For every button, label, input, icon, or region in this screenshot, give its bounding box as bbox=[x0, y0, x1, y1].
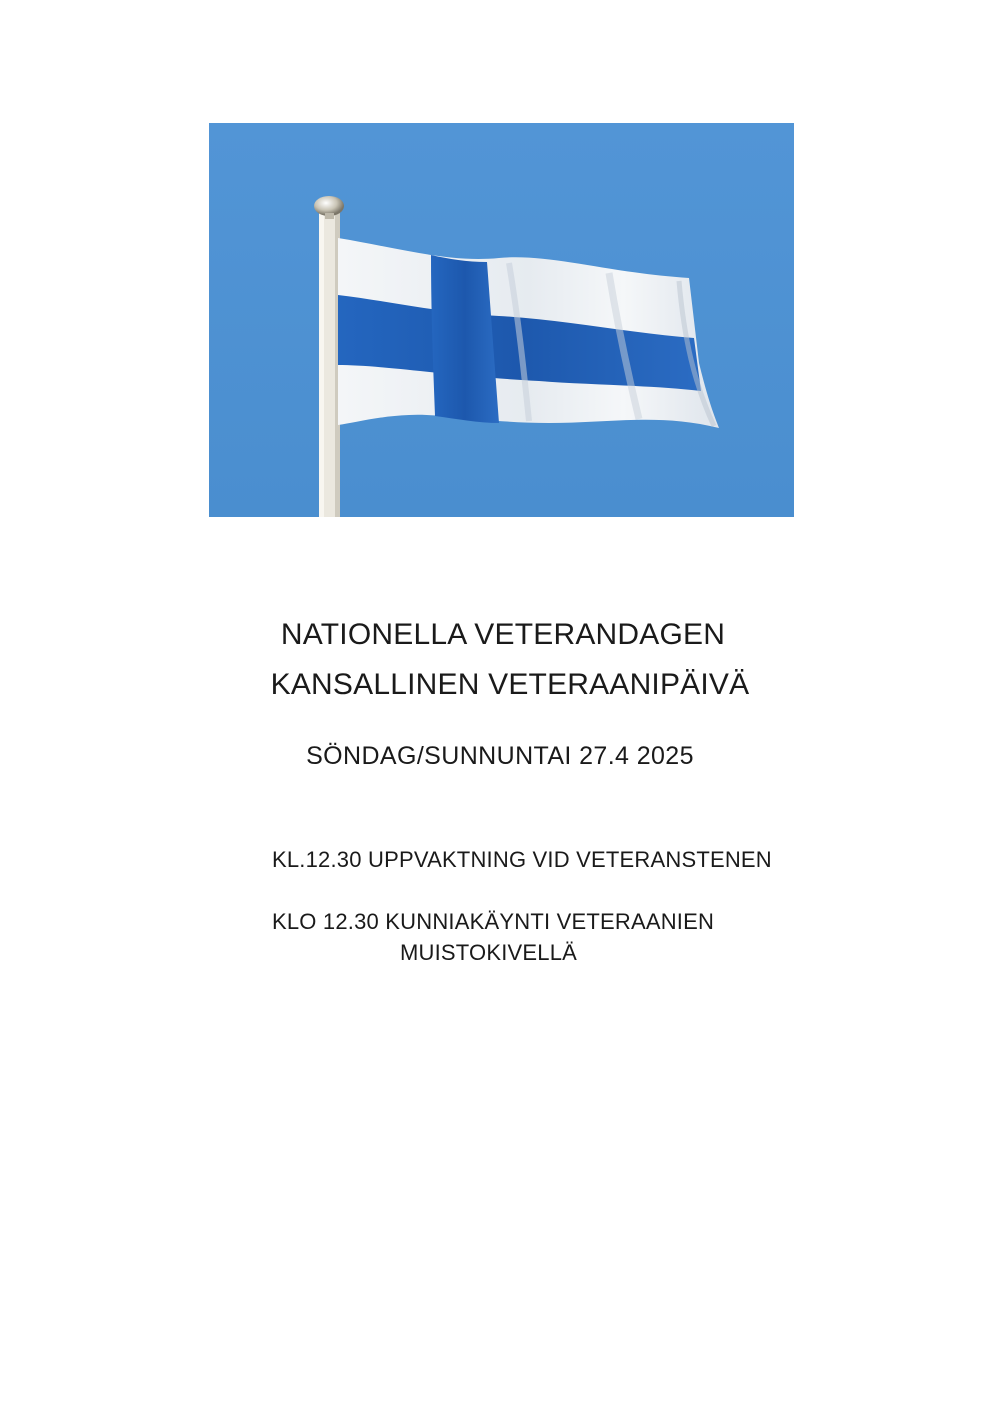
program-finnish-line1: KLO 12.30 KUNNIAKÄYNTI VETERAANIEN bbox=[272, 909, 715, 934]
title-swedish: NATIONELLA VETERANDAGEN bbox=[280, 618, 726, 651]
flag-photo bbox=[209, 123, 794, 517]
finland-flag-icon bbox=[209, 123, 794, 517]
title-finnish: KANSALLINEN VETERAANIPÄIVÄ bbox=[270, 668, 750, 701]
event-date: SÖNDAG/SUNNUNTAI 27.4 2025 bbox=[306, 742, 694, 770]
program-swedish: KL.12.30 UPPVAKTNING VID VETERANSTENEN bbox=[272, 847, 772, 872]
program-finnish-line2: MUISTOKIVELLÄ bbox=[400, 940, 578, 965]
